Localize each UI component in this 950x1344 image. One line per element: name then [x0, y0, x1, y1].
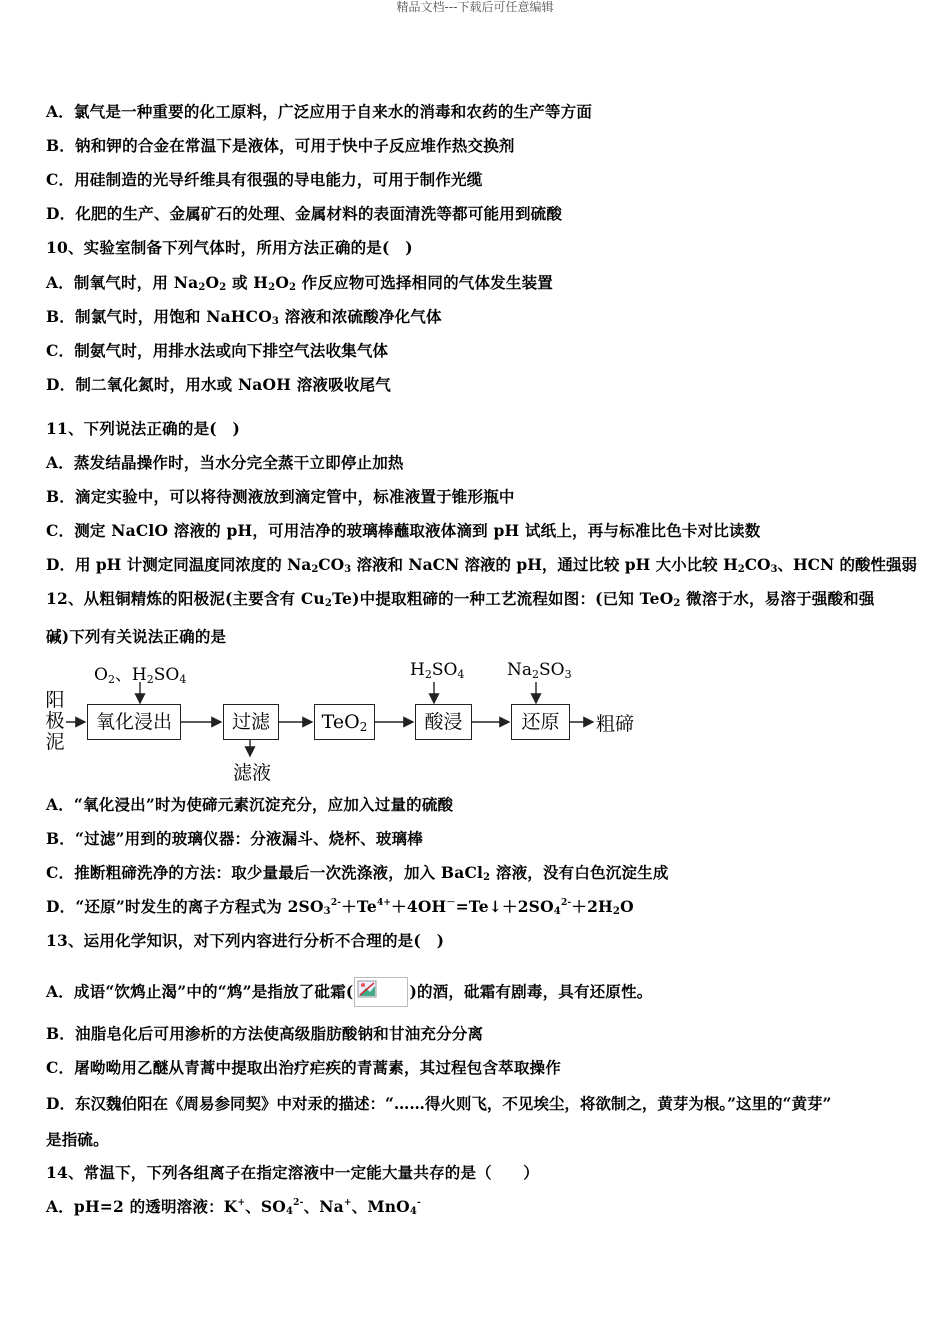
q11-option-a: A．蒸发结晶操作时，当水分完全蒸干立即停止加热 — [46, 453, 404, 472]
q11-stem: 11、下列说法正确的是( ) — [46, 419, 241, 438]
q13-option-d-line1: D．东汉魏伯阳在《周易参同契》中对汞的描述：“……得火则飞，不见埃尘，将欲制之，黄芽为根。”这里的“黄芽” — [46, 1094, 832, 1113]
q9-option-b: B．钠和钾的合金在常温下是液体，可用于快中子反应堆作热交换剂 — [46, 136, 515, 155]
step-reduction: 还原 — [511, 704, 570, 740]
q13-option-d-line2: 是指硫。 — [46, 1130, 109, 1149]
broken-image-icon — [354, 977, 408, 1007]
q12-stem-line2: 碱)下列有关说法正确的是 — [46, 627, 227, 646]
process-flow-diagram — [40, 656, 660, 786]
q12-option-b: B．“过滤”用到的玻璃仪器：分液漏斗、烧杯、玻璃棒 — [46, 829, 423, 848]
q9-option-a: A．氯气是一种重要的化工原料，广泛应用于自来水的消毒和农药的生产等方面 — [46, 102, 593, 121]
q13-option-a: A．成语“饮鸩止渴”中的“鸩”是指放了砒霜( )的酒，砒霜有剧毒，具有还原性。 — [46, 977, 652, 1007]
q9-option-d: D．化肥的生产、金属矿石的处理、金属材料的表面清洗等都可能用到硫酸 — [46, 204, 563, 223]
reagent1-label: $O_2$、$H_2SO_4$ — [94, 665, 187, 686]
product-label: 粗碲 — [596, 713, 635, 735]
q12-stem-line1: 12、从粗铜精炼的阳极泥(主要含有 $Cu_2Te$)中提取粗碲的一种工艺流程如图：(已知 TeO$_2$ 微溶于水，易溶于强酸和强 — [46, 589, 875, 609]
q10-option-a: A．制氧气时，用 $Na_2O_2$ 或 $H_2O_2$ 作反应物可选择相同的气体发生装置 — [46, 273, 553, 293]
q11-option-d: D．用 pH 计测定同温度同浓度的 $Na_2CO_3$ 溶液和 NaCN 溶液的 pH，通过比较 pH 大小比较 $H_2CO_3$、HCN 的酸性强弱 — [46, 555, 918, 575]
reagent2-label: $H_2SO_4$ — [410, 660, 465, 681]
page-header: 精品文档---下载后可任意编辑 — [396, 0, 554, 14]
filtrate-label: 滤液 — [233, 762, 272, 784]
step-teo2: TeO$_2$ — [314, 704, 375, 740]
q13-option-b: B．油脂皂化后可用渗析的方法使高级脂肪酸钠和甘油充分分离 — [46, 1024, 484, 1043]
step-oxidation-leaching: 氧化浸出 — [87, 704, 181, 740]
q11-option-c: C．测定 NaClO 溶液的 pH，可用洁净的玻璃棒蘸取液体滴到 pH 试纸上，再与标准比色卡对比读数 — [46, 521, 761, 540]
q10-stem: 10、实验室制备下列气体时，所用方法正确的是( ) — [46, 238, 413, 257]
q10-option-d: D．制二氧化氮时，用水或 NaOH 溶液吸收尾气 — [46, 375, 391, 394]
q12-option-d: D．“还原”时发生的离子方程式为 $2SO_3^{2-}+Te^{4+}+4OH^-=Te↓+2SO_4^{2-}+2H_2O$ — [46, 897, 634, 917]
q10-option-b: B．制氯气时，用饱和 NaHCO$_3$ 溶液和浓硫酸净化气体 — [46, 307, 442, 327]
q12-option-c: C．推断粗碲洗净的方法：取少量最后一次洗涤液，加入 BaCl$_2$ 溶液，没有白色沉淀生成 — [46, 863, 669, 883]
q13-stem: 13、运用化学知识，对下列内容进行分析不合理的是( ) — [46, 931, 445, 950]
q12-option-a: A．“氧化浸出”时为使碲元素沉淀充分，应加入过量的硫酸 — [46, 795, 454, 814]
q13-option-c: C．屠呦呦用乙醚从青蒿中提取出治疗疟疾的青蒿素，其过程包含萃取操作 — [46, 1058, 561, 1077]
q9-option-c: C．用硅制造的光导纤维具有很强的导电能力，可用于制作光缆 — [46, 170, 483, 189]
source-label: 阳 极 泥 — [45, 689, 65, 753]
step-filtration: 过滤 — [223, 704, 279, 740]
q14-stem: 14、常温下，下列各组离子在指定溶液中一定能大量共存的是（ ） — [46, 1163, 539, 1182]
q11-option-b: B．滴定实验中，可以将待测液放到滴定管中，标准液置于锥形瓶中 — [46, 487, 515, 506]
reagent3-label: $Na_2SO_3$ — [507, 660, 572, 681]
q14-option-a: A．pH=2 的透明溶液：K+、$SO_4^{2-}$、Na+、MnO$_4$- — [46, 1197, 421, 1217]
q10-option-c: C．制氨气时，用排水法或向下排空气法收集气体 — [46, 341, 389, 360]
broken-image-glyph — [357, 980, 379, 1000]
step-acid-leaching: 酸浸 — [415, 704, 472, 740]
